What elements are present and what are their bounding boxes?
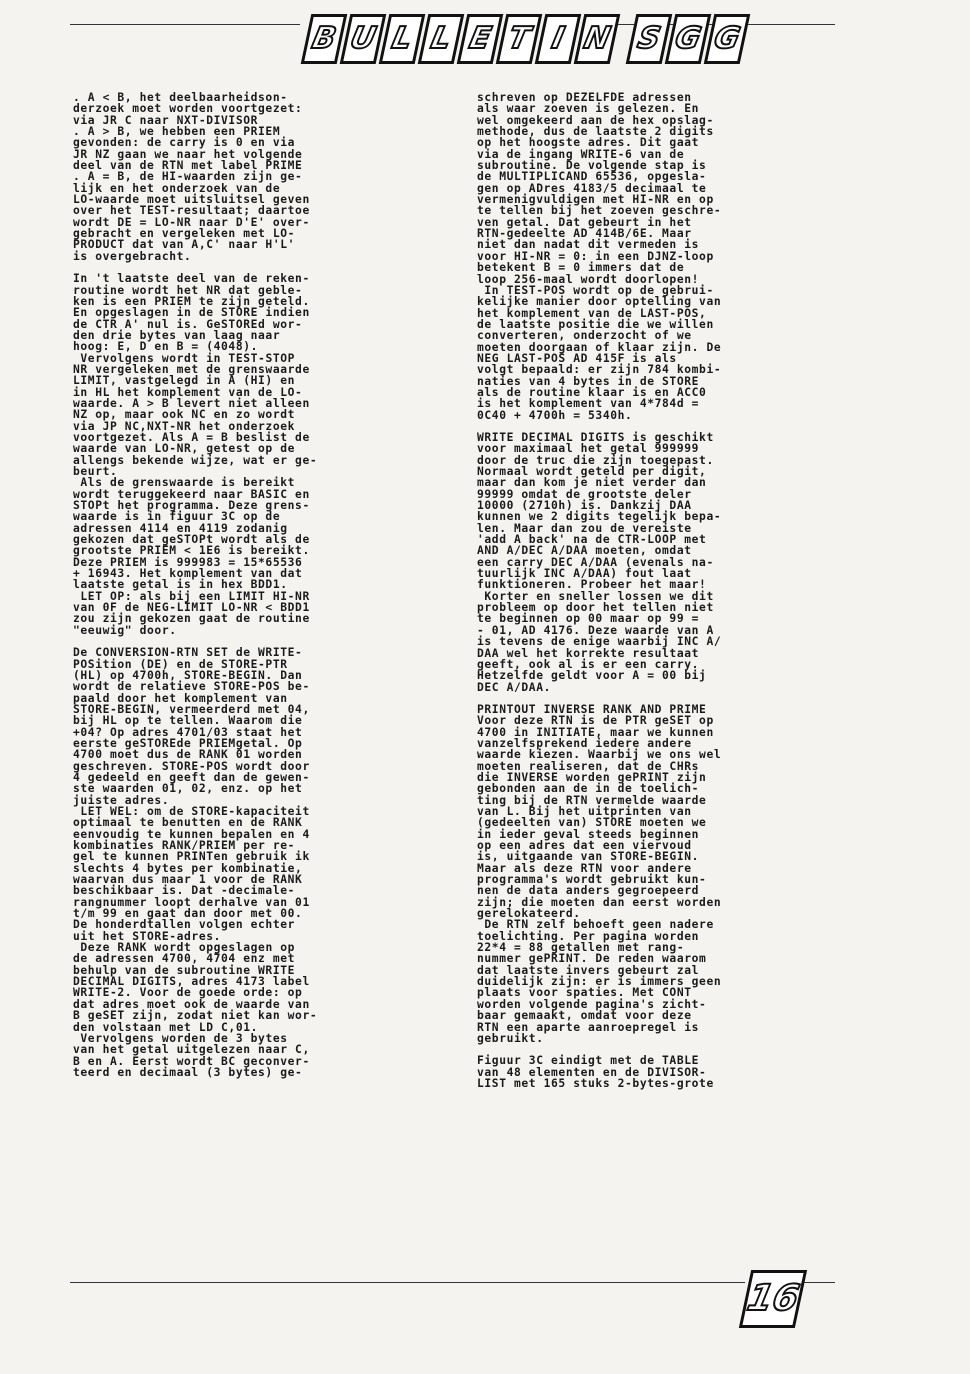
masthead-letter: N [574, 14, 621, 64]
masthead-letter: G [704, 14, 751, 64]
masthead-letter: G [665, 14, 712, 64]
masthead [306, 14, 745, 64]
masthead-letter: E [457, 14, 504, 64]
paragraph: . A < B, het deelbaarheidson- derzoek moet worden voortgezet: via JR C naar NXT-DIVISOR . A > B, we hebben een PRIEM gevonden: de carry is 0 en via JR NZ gaan we naar het volgende deel van de RTN met label PRIME . A = B, de HI-waarden zijn ge- lijk en het onderzoek van de LO-waarde moet uitsluitsel geven over het TEST-resultaat; daartoe wordt DE = LO-NR naar D'E' over- gebracht en vergeleken met LO- PRODUCT dat van A,C' naar H'L' is overgebracht. [73, 91, 310, 263]
right-column [477, 92, 837, 1089]
paragraph: WRITE DECIMAL DIGITS is geschikt voor maximaal het getal 999999 door de truc die zijn toegepast. Normaal wordt geteld per digit, maar dan kom je niet verder dan 99999 omdat de grootste deler 10000 (2710h) is. Dankzij DAA kunnen we 2 digits tegelijk bepa- len. Maar dan zou de vereiste 'add A back' na de CTR-LOOP met AND A/DEC A/DAA moeten, omdat een carry DEC A/DAA (evenals na- tuurlijk INC A/DAA) fout laat funktioneren. Probeer het maar! Korter en sneller lossen we dit probleem op door het tellen niet te beginnen op 00 maar op 99 = - 01, AD 4176. Deze waarde van A is tevens de enige waarbij INC A/ DAA wel het korrekte resultaat geeft, ook al is er een carry. Hetzelfde geldt voor A = 00 bij DEC A/DAA. [477, 430, 722, 694]
header-rule-left [70, 24, 300, 25]
footer-rule-left [70, 1282, 745, 1283]
page-number: 16 [739, 1270, 807, 1328]
masthead-letter: I [535, 14, 582, 64]
left-column [73, 92, 433, 1078]
paragraph: Figuur 3C eindigt met de TABLE van 48 elementen en de DIVISOR- LIST met 165 stuks 2-bytes-grote [477, 1054, 714, 1090]
paragraph: PRINTOUT INVERSE RANK AND PRIME Voor deze RTN is de PTR geSET op 4700 in INITIATE, maar we kunnen vanzelfsprekend iedere andere waarde kiezen. Waarbij we ons wel moeten realiseren, dat de CHRs die INVERSE worden gePRINT zijn gebonden aan de in de toelich- ting bij de RTN vermelde waarde van L. Bij het uitprinten van (gedeelten van) STORE moeten we in ieder geval steeds beginnen op een adres dat een viervoud is, uitgaande van STORE-BEGIN. Maar als deze RTN voor andere programma's wordt gebruikt kun- nen de data anders gegroepeerd zijn; die moeten dan eerst worden gerelokateerd. De RTN zelf behoeft geen nadere toelichting. Per pagina worden 22*4 = 88 getallen met rang- nummer gePRINT. De reden waarom dat laatste invers gebeurt zal duidelijk zijn: er is immers geen plaats voor spaties. Met CONT worden volgende pagina's zicht- baar gemaakt, omdat voor deze RTN een aparte aanroepregel is gebruikt. [477, 702, 722, 1045]
masthead-letter: S [626, 14, 673, 64]
masthead-letter: L [379, 14, 426, 64]
paragraph: De CONVERSION-RTN SET de WRITE- POSition (DE) en de STORE-PTR (HL) op 4700h, STORE-BEGIN. Dan wordt de relatieve STORE-POS be- paald door het komplement van STORE-BEGIN, vermeerderd met 04, bij HL op te tellen. Waarom die +04? Op adres 4701/03 staat het eerste geSTOREde PRIEMgetal. Op 4700 moet dus de RANK 01 worden geschreven. STORE-POS wordt door 4 gedeeld en geeft dan de gewen- ste waarden 01, 02, enz. op het juiste adres. LET WEL: om de STORE-kapaciteit optimaal te benutten en de RANK eenvoudig te kunnen bepalen en 4 kombinaties RANK/PRIEM per re- gel te kunnen PRINTen gebruik ik slechts 4 bytes per kombinatie, waarvan dus maar 1 voor de RANK beschikbaar is. Dat -decimale- rangnummer loopt derhalve van 01 t/m 99 en gaat dan door met 00. De honderdtallen volgen echter uit het STORE-adres. Deze RANK wordt opgeslagen op de adressen 4700, 4704 enz met behulp van de subroutine WRITE DECIMAL DIGITS, adres 4173 label WRITE-2. Voor de goede orde: op dat adres moet ook de waarde van B geSET zijn, zodat niet kan wor- den volstaan met LD C,01. Vervolgens worden de 3 bytes van het getal uitgelezen naar C, B en A. Eerst wordt BC geconver- teerd en decimaal (3 bytes) ge- [73, 646, 318, 1079]
masthead-letter: L [418, 14, 465, 64]
masthead-letter: B [301, 14, 348, 64]
masthead-letter: T [496, 14, 543, 64]
paragraph: schreven op DEZELFDE adressen als waar zoeven is gelezen. En wel omgekeerd aan de hex opslag- methode, dus de laatste 2 digits op het hoogste adres. Dit gaat via de ingang WRITE-6 van de subroutine. De volgende stap is de MULTIPLICAND 65536, opgesla- gen op ADres 4183/5 decimaal te vermenigvuldigen met HI-NR en op te tellen bij het zoeven geschre- ven getal. Dat gebeurt in het RTN-gedeelte AD 414B/6E. Maar niet dan nadat dit vermeden is voor HI-NR = 0: in een DJNZ-loop betekent B = 0 immers dat de loop 256-maal wordt doorlopen! In TEST-POS wordt op de gebrui- kelijke manier door optelling van het komplement van de LAST-POS, de laatste positie die we willen converteren, onderzocht of we moeten doorgaan of klaar zijn. De NEG LAST-POS AD 415F is als volgt bepaald: er zijn 784 kombi- naties van 4 bytes in de STORE als de routine klaar is en ACC0 is het komplement van 4*784d = 0C40 + 4700h = 5340h. [477, 91, 722, 422]
masthead-letter: U [340, 14, 387, 64]
paragraph: In 't laatste deel van de reken- routine wordt het NR dat geble- ken is een PRIEM te zijn geteld. En opgeslagen in de STORE indien de CTR A' nul is. GeSTOREd wor- den drie bytes van laag naar hoog: E, D en B = (4048). Vervolgens wordt in TEST-STOP NR vergeleken met de grenswaarde LIMIT, vastgelegd in A (HI) en in HL het komplement van de LO- waarde. A > B levert niet alleen NZ op, maar ook NC en zo wordt via JP NC,NXT-NR het onderzoek voortgezet. Als A = B beslist de waarde van LO-NR, getest op de allengs bekende wijze, wat er ge- beurt. Als de grenswaarde is bereikt wordt teruggekeerd naar BASIC en STOPt het programma. Deze grens- waarde is in figuur 3C op de adressen 4114 en 4119 zodanig gekozen dat geSTOPt wordt als de grootste PRIEM < 1E6 is bereikt. Deze PRIEM is 999983 = 15*65536 + 16943. Het komplement van dat laatste getal is in hex BDD1. LET OP: als bij een LIMIT HI-NR van 0F de NEG-LIMIT LO-NR < BDD1 zou zijn gekozen gaat de routine "eeuwig" door. [73, 272, 318, 637]
